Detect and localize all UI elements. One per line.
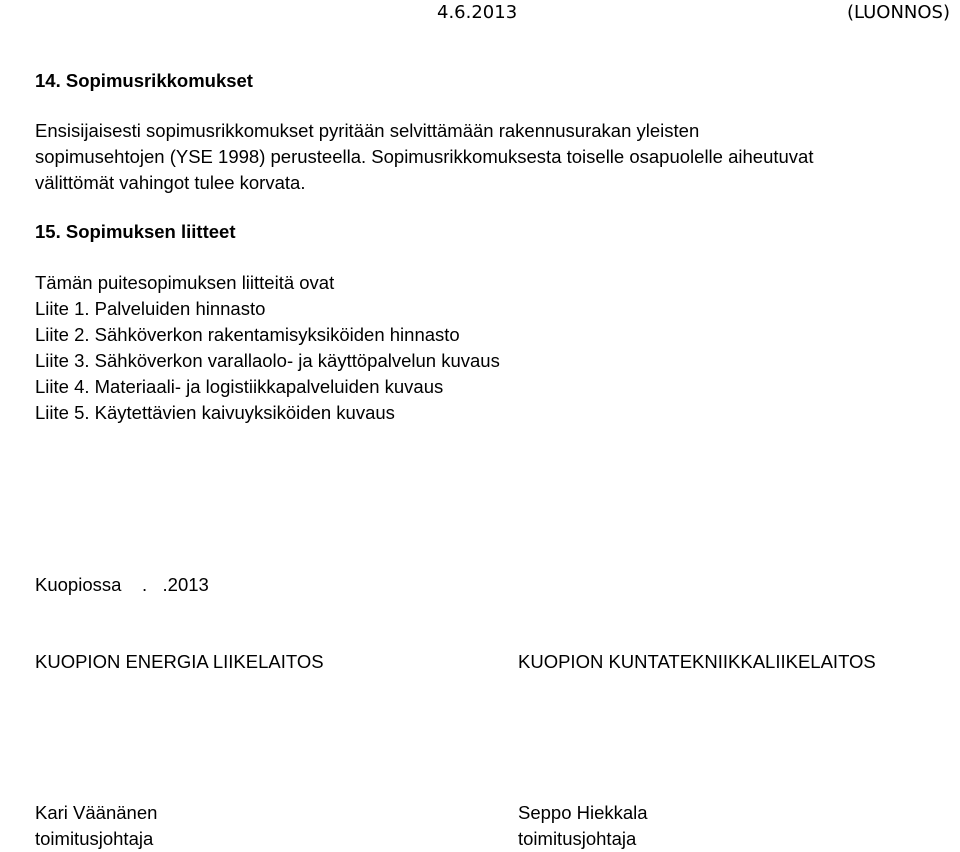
list-item: Liite 1. Palveluiden hinnasto xyxy=(35,298,266,319)
list-item: Liite 4. Materiaali- ja logistiikkapalveluiden kuvaus xyxy=(35,376,444,397)
section-14-paragraph xyxy=(35,118,813,196)
party-right-name: KUOPION KUNTATEKNIIKKALIIKELAITOS xyxy=(518,651,876,672)
paragraph-line: välittömät vahingot tulee korvata. xyxy=(35,172,306,193)
section-14-heading: 14. Sopimusrikkomukset xyxy=(35,70,253,91)
attachments-list xyxy=(35,270,500,426)
party-left-name: KUOPION ENERGIA LIIKELAITOS xyxy=(35,651,324,672)
signer-left xyxy=(35,800,157,852)
signer-right-title: toimitusjohtaja xyxy=(518,828,637,849)
header-date: 4.6.2013 xyxy=(437,2,518,23)
signer-left-name: Kari Väänänen xyxy=(35,802,158,823)
header-draft-status: (LUONNOS) xyxy=(846,2,950,23)
list-item: Liite 5. Käytettävien kaivuyksiköiden kuvaus xyxy=(35,402,395,423)
paragraph-line: sopimusehtojen (YSE 1998) perusteella. Sopimusrikkomuksesta toiselle osapuolelle aiheutuvat xyxy=(35,146,814,167)
attachments-intro: Tämän puitesopimuksen liitteitä ovat xyxy=(35,272,335,293)
list-item: Liite 3. Sähköverkon varallaolo- ja käyttöpalvelun kuvaus xyxy=(35,350,500,371)
signing-place-date: Kuopiossa . .2013 xyxy=(35,574,209,595)
section-15-heading: 15. Sopimuksen liitteet xyxy=(35,221,236,242)
signer-right-name: Seppo Hiekkala xyxy=(518,802,648,823)
list-item: Liite 2. Sähköverkon rakentamisyksiköiden hinnasto xyxy=(35,324,460,345)
signer-right xyxy=(518,800,648,852)
paragraph-line: Ensisijaisesti sopimusrikkomukset pyritään selvittämään rakennusurakan yleisten xyxy=(35,120,700,141)
signer-left-title: toimitusjohtaja xyxy=(35,828,154,849)
